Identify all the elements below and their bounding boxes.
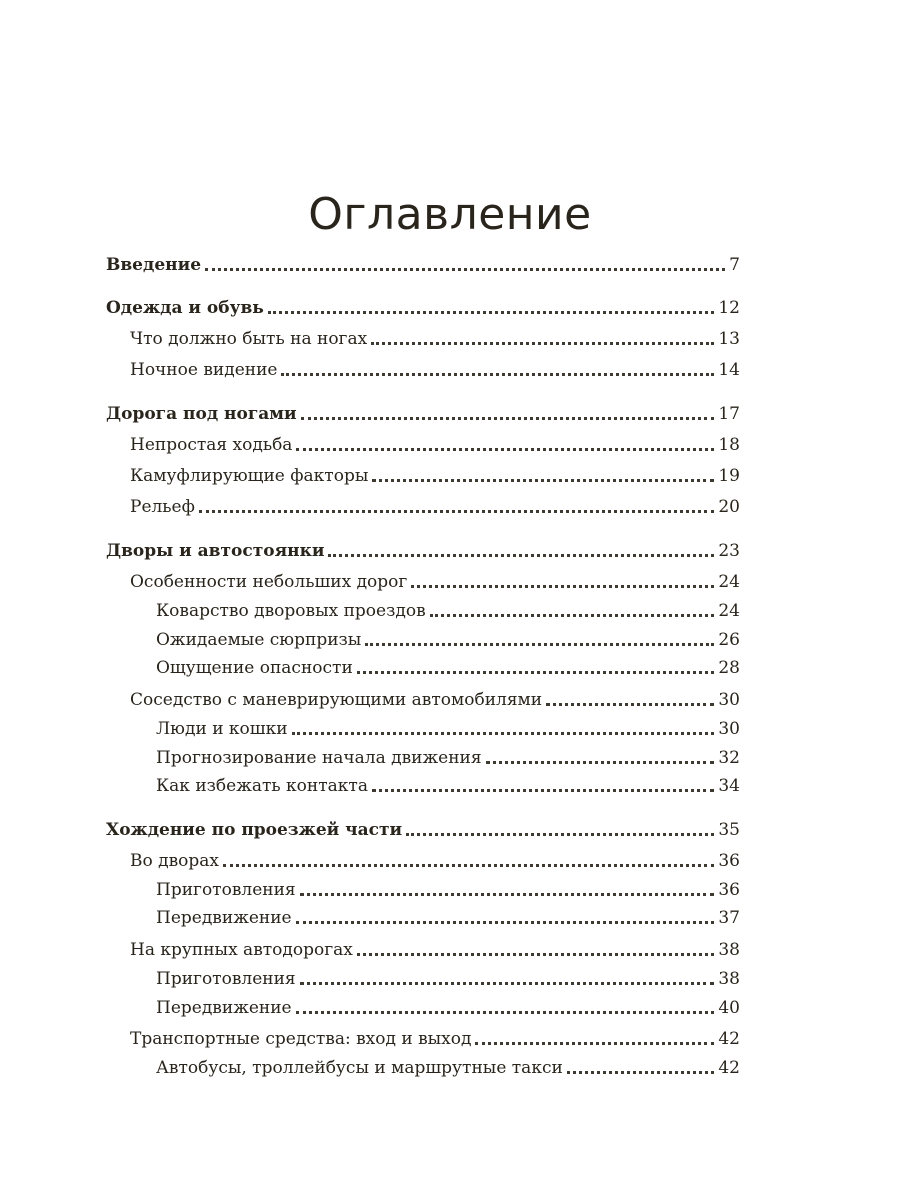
toc-entry[interactable] [106,598,740,622]
toc-entry-label: Хождение по проезжей части [106,820,403,840]
toc-entry[interactable] [106,627,740,651]
toc-entry-page: 30 [718,690,740,710]
toc-entry-label: Ощущение опасности [156,658,353,678]
toc-entry-page: 24 [718,601,740,621]
dot-leader [292,732,715,735]
toc-entry-page: 26 [718,630,740,650]
toc-entry-page: 24 [718,572,740,592]
toc-entry[interactable] [106,252,740,276]
toc-entry-page: 42 [718,1058,740,1078]
dot-leader [406,833,714,836]
toc-entry-page: 35 [718,820,740,840]
dot-leader [223,864,714,867]
dot-leader [357,953,715,956]
toc-entry[interactable] [106,966,740,990]
toc-entry[interactable] [106,848,740,872]
toc-entry-label: Особенности небольших дорог [130,572,408,592]
toc-entry[interactable] [106,494,740,518]
toc-entry-page: 38 [718,969,740,989]
dot-leader [546,703,714,706]
dot-leader [199,510,714,513]
toc-entry[interactable] [106,995,740,1019]
toc-entry-page: 19 [718,466,740,486]
toc-entry-label: Ожидаемые сюрпризы [156,630,362,650]
toc-entry-page: 23 [718,541,740,561]
toc-entry-label: На крупных автодорогах [130,940,353,960]
dot-leader [296,448,714,451]
toc-entry-label: Автобусы, троллейбусы и маршрутные такси [156,1058,563,1078]
dot-leader [372,479,714,482]
toc-entry[interactable] [106,905,740,929]
dot-leader [411,585,714,588]
toc-entry[interactable] [106,687,740,711]
toc-entry-page: 12 [718,298,740,318]
toc-entry[interactable] [106,877,740,901]
dot-leader [430,614,715,617]
toc-entry[interactable] [106,773,740,797]
toc-entry[interactable] [106,655,740,679]
toc-entry[interactable] [106,716,740,740]
toc-entry-label: Передвижение [156,998,292,1018]
dot-leader [475,1042,714,1045]
dot-leader [296,1011,715,1014]
toc-entry-label: Коварство дворовых проездов [156,601,426,621]
toc-entry-page: 14 [718,360,740,380]
toc-entry[interactable] [106,937,740,961]
toc-entry-page: 30 [718,719,740,739]
toc-entry-label: Рельеф [130,497,195,517]
toc-entry-label: Дорога под ногами [106,404,297,424]
toc-entry-label: Приготовления [156,969,296,989]
toc-entry-page: 34 [718,776,740,796]
toc-entry-label: Одежда и обувь [106,298,264,318]
dot-leader [300,893,715,896]
toc-entry[interactable] [106,357,740,381]
toc-entry-label: Введение [106,255,202,275]
toc-entry-label: Ночное видение [130,360,278,380]
toc-entry-label: Камуфлирующие факторы [130,466,369,486]
toc-entry[interactable] [106,1055,740,1079]
dot-leader [372,789,714,792]
toc-entry-page: 40 [718,998,740,1018]
toc-entry-page: 36 [718,851,740,871]
dot-leader [357,671,715,674]
toc-entry-label: Что должно быть на ногах [130,329,368,349]
toc-entry-label: Передвижение [156,908,292,928]
dot-leader [371,342,714,345]
toc-entry-page: 7 [729,255,740,275]
dot-leader [365,643,714,646]
dot-leader [328,554,714,557]
toc-entry-label: Люди и кошки [156,719,288,739]
toc-entry[interactable] [106,817,740,841]
toc-entry[interactable] [106,326,740,350]
toc-entry-page: 38 [718,940,740,960]
toc-entry[interactable] [106,745,740,769]
toc-entry-page: 36 [718,880,740,900]
dot-leader [281,373,714,376]
dot-leader [486,761,715,764]
toc-entry-label: Приготовления [156,880,296,900]
dot-leader [268,311,715,314]
page-title: Оглавление [308,189,592,241]
toc-entry-page: 17 [718,404,740,424]
toc-entry[interactable] [106,463,740,487]
toc-entry-page: 13 [718,329,740,349]
toc-entry-label: Транспортные средства: вход и выход [130,1029,472,1049]
toc-entry-label: Прогнозирование начала движения [156,748,482,768]
toc-entry-label: Дворы и автостоянки [106,541,325,561]
toc-entry-page: 18 [718,435,740,455]
toc-entry[interactable] [106,295,740,319]
toc-entry[interactable] [106,538,740,562]
toc-entry-label: Соседство с маневрирующими автомобилями [130,690,543,710]
dot-leader [205,268,725,271]
toc-entry[interactable] [106,569,740,593]
toc-entry[interactable] [106,432,740,456]
toc-entry-page: 28 [718,658,740,678]
toc-entry-page: 37 [718,908,740,928]
toc-entry-page: 20 [718,497,740,517]
toc-entry-label: Как избежать контакта [156,776,368,796]
dot-leader [567,1071,715,1074]
dot-leader [296,921,715,924]
toc-entry[interactable] [106,1026,740,1050]
toc-entry-label: Во дворах [130,851,220,871]
dot-leader [300,982,715,985]
toc-entry[interactable] [106,401,740,425]
toc-entry-page: 42 [718,1029,740,1049]
toc-entry-label: Непростая ходьба [130,435,293,455]
toc-entry-page: 32 [718,748,740,768]
dot-leader [301,417,715,420]
